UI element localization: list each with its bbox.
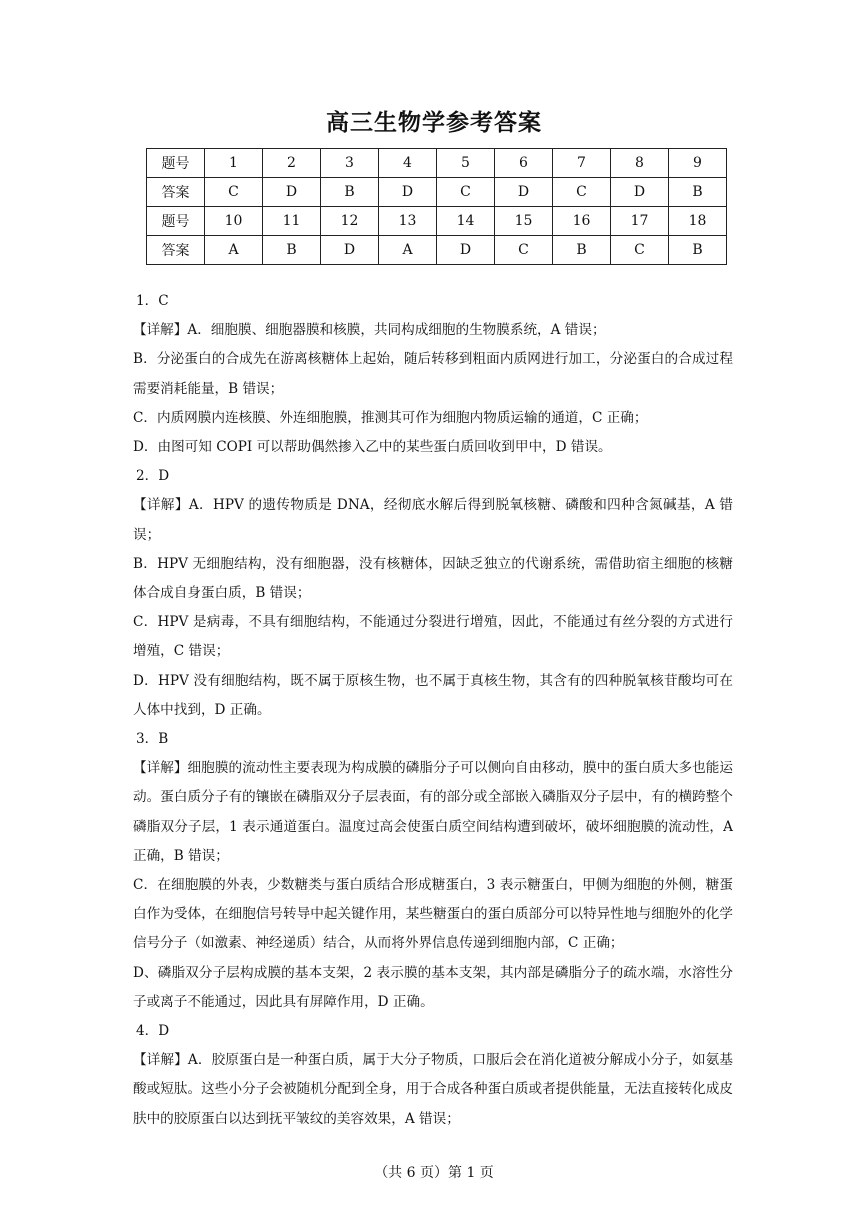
table-cell: D [379,178,437,207]
table-cell: B [553,236,611,265]
table-cell: D [495,178,553,207]
table-cell: 11 [263,207,321,236]
table-cell: C [205,178,263,207]
table-cell: 16 [553,207,611,236]
table-cell: 13 [379,207,437,236]
answer-table [146,148,727,265]
table-cell: 9 [669,149,727,178]
table-cell: B [669,178,727,207]
question-number: 4．D [136,1023,170,1040]
explanation-paragraph: C．内质网膜内连核膜、外连细胞膜，推测其可作为细胞内物质运输的通道，C 正确； [133,409,648,426]
table-cell: 12 [321,207,379,236]
table-cell: C [611,236,669,265]
table-cell: 7 [553,149,611,178]
table-cell: 1 [205,149,263,178]
table-cell: 4 [379,149,437,178]
table-cell: 17 [611,207,669,236]
table-cell: D [263,178,321,207]
table-cell: 2 [263,149,321,178]
explanation-paragraph: 【详解】细胞膜的流动性主要表现为构成膜的磷脂分子可以侧向自由移动，膜中的蛋白质大多也能运动。蛋白质分子有的镶嵌在磷脂双分子层表面，有的部分或全部嵌入磷脂双分子层中，有的横跨整个磷脂双分子层，1 表示通道蛋白。温度过高会使蛋白质空间结构遭到破坏，破坏细胞膜的流动性，A 正确，B 错误； [133,760,733,864]
row-label: 题号 [147,149,205,178]
page-title: 高三生物学参考答案 [326,110,542,136]
table-row [147,207,727,236]
table-cell: 5 [437,149,495,178]
table-cell: 15 [495,207,553,236]
table-cell: C [437,178,495,207]
table-cell: 14 [437,207,495,236]
row-label: 答案 [147,236,205,265]
explanation-paragraph: D．HPV 没有细胞结构，既不属于原核生物，也不属于真核生物，其含有的四种脱氧核苷酸均可在人体中找到，D 正确。 [133,672,733,718]
explanation-paragraph: C．在细胞膜的外表，少数糖类与蛋白质结合形成糖蛋白，3 表示糖蛋白，甲侧为细胞的外侧，糖蛋白作为受体，在细胞信号转导中起关键作用，某些糖蛋白的蛋白质部分可以特异性地与细胞外的化学信号分子（如激素、神经递质）结合，从而将外界信息传递到细胞内部，C 正确； [133,877,733,952]
question-number: 1．C [136,293,169,309]
table-cell: D [611,178,669,207]
page-footer: （共 6 页）第 1 页 [374,1165,494,1181]
table-cell: B [669,236,727,265]
table-cell: D [437,236,495,265]
table-cell: D [321,236,379,265]
row-label: 答案 [147,178,205,207]
table-cell: A [205,236,263,265]
explanation-paragraph: D、磷脂双分子层构成膜的基本支架，2 表示膜的基本支架，其内部是磷脂分子的疏水端，水溶性分子或离子不能通过，因此具有屏障作用，D 正确。 [133,964,733,1010]
explanations [133,287,733,1134]
explanation-paragraph: 【详解】A．胶原蛋白是一种蛋白质，属于大分子物质，口服后会在消化道被分解成小分子，如氨基酸或短肽。这些小分子会被随机分配到全身，用于合成各种蛋白质或者提供能量，无法直接转化成皮肤中的胶原蛋白以达到抚平皱纹的美容效果，A 错误； [133,1052,733,1127]
question-number: 3．B [136,731,169,748]
question-number: 2．D [136,468,170,485]
table-row [147,149,727,178]
explanation-paragraph: C．HPV 是病毒，不具有细胞结构，不能通过分裂进行增殖，因此，不能通过有丝分裂的方式进行增殖，C 错误； [133,614,733,660]
table-cell: C [553,178,611,207]
explanation-paragraph: B．分泌蛋白的合成先在游离核糖体上起始，随后转移到粗面内质网进行加工，分泌蛋白的合成过程需要消耗能量，B 错误； [133,351,733,397]
table-cell: B [321,178,379,207]
table-cell: 10 [205,207,263,236]
table-cell: B [263,236,321,265]
table-cell: 18 [669,207,727,236]
table-cell: 6 [495,149,553,178]
table-cell: 3 [321,149,379,178]
explanation-paragraph: B．HPV 无细胞结构，没有细胞器，没有核糖体，因缺乏独立的代谢系统，需借助宿主细胞的核糖体合成自身蛋白质，B 错误； [133,555,733,602]
explanation-paragraph: 【详解】A．细胞膜、细胞器膜和核膜，共同构成细胞的生物膜系统，A 错误； [133,322,606,339]
explanation-paragraph: D．由图可知 COPI 可以帮助偶然掺入乙中的某些蛋白质回收到甲中，D 错误。 [133,439,612,456]
table-cell: 8 [611,149,669,178]
row-label: 题号 [147,207,205,236]
table-cell: C [495,236,553,265]
table-row [147,236,727,265]
explanation-paragraph: 【详解】A．HPV 的遗传物质是 DNA，经彻底水解后得到脱氧核糖、磷酸和四种含氮碱基，A 错误； [133,497,733,543]
table-row [147,178,727,207]
table-cell: A [379,236,437,265]
